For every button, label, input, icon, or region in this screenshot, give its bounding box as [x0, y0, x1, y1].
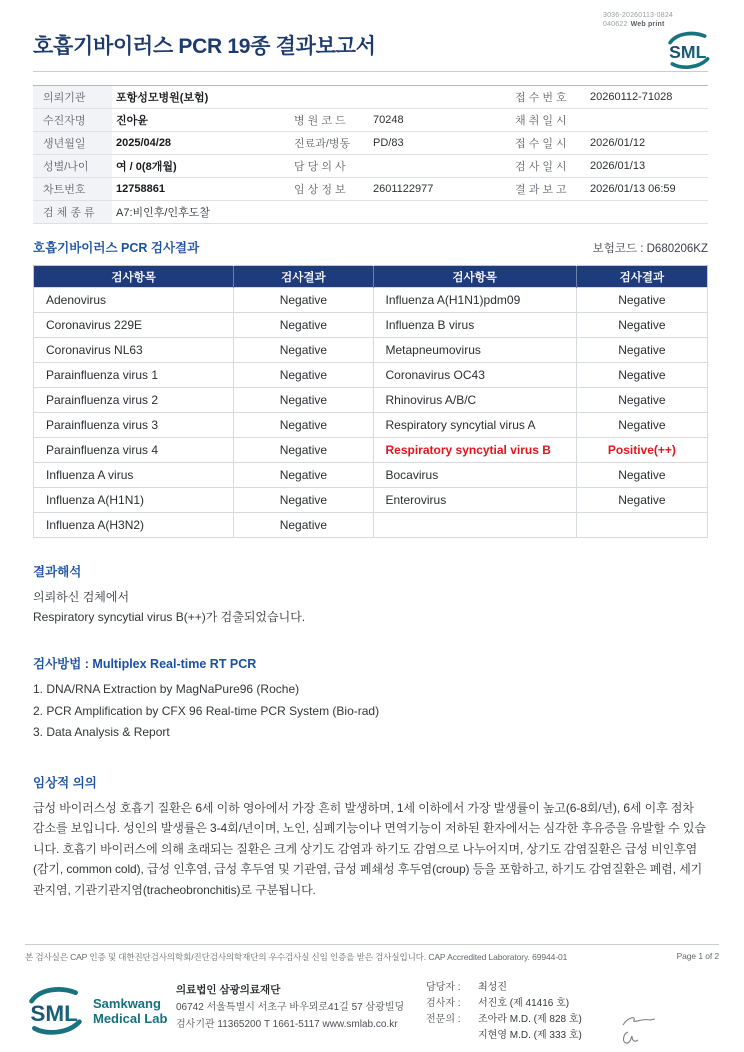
staff-specialist-row-2	[426, 1028, 658, 1044]
sml-logo	[665, 29, 712, 76]
result-row	[34, 488, 708, 513]
staff-specialist-row-1	[426, 1012, 658, 1028]
test-item: Influenza B virus	[373, 313, 576, 338]
test-result: Negative	[576, 363, 707, 388]
specimen-value: A7:비인후/인후도찰	[112, 201, 708, 224]
clinical-heading: 임상적 의의	[33, 775, 97, 790]
test-result: Negative	[234, 363, 373, 388]
col-header-result-1: 검사결과	[234, 266, 373, 288]
test-item: Coronavirus OC43	[373, 363, 576, 388]
result-row-positive	[34, 438, 708, 463]
dept-value: PD/83	[371, 132, 514, 155]
result-row	[34, 288, 708, 313]
specialist-signature-2-icon	[620, 1030, 644, 1046]
doctor-label: 담 당 의 사	[293, 155, 371, 178]
page-title: 호흡기바이러스 PCR 19종 결과보고서	[33, 35, 376, 58]
result-row	[34, 388, 708, 413]
patient-name-value: 진아윤	[112, 109, 293, 132]
test-result: Negative	[234, 438, 373, 463]
doctor-value	[371, 155, 514, 178]
footer-logo-name: Samkwang Medical Lab	[93, 995, 168, 1026]
report-dt-label: 결 과 보 고	[514, 178, 588, 201]
method-step-1: 1. DNA/RNA Extraction by MagNaPure96 (Roche)	[33, 682, 300, 696]
result-row	[34, 338, 708, 363]
test-result: Negative	[234, 513, 373, 538]
org-name: 의료법인 삼광의료재단	[176, 984, 281, 996]
interpretation-section	[33, 562, 708, 627]
method-step-2: 2. PCR Amplification by CFX 96 Real-time PCR System (Bio-rad)	[33, 703, 380, 718]
test-dt-value: 2026/01/13	[588, 155, 708, 178]
receipt-dt-label: 접 수 일 시	[514, 132, 588, 155]
title-divider	[33, 71, 708, 72]
result-row	[34, 313, 708, 338]
test-dt-label: 검 사 일 시	[514, 155, 588, 178]
test-result: Negative	[234, 313, 373, 338]
patient-row-3	[33, 132, 708, 155]
test-item: Influenza A(H1N1)pdm09	[373, 288, 576, 313]
result-row	[34, 413, 708, 438]
insurance-code: 보험코드 : D680206KZ	[592, 243, 708, 255]
footer-staff-info	[426, 980, 658, 1044]
print-info	[603, 11, 673, 29]
chart-no-label: 차트번호	[33, 178, 112, 201]
patient-row-5	[33, 178, 708, 201]
sml-logo-icon	[665, 29, 712, 71]
receipt-no-label: 접 수 번 호	[514, 86, 588, 109]
result-row	[34, 363, 708, 388]
org-contact: 검사기관 11365200 T 1661-5117 www.smlab.co.kr	[176, 1019, 398, 1030]
test-item: Respiratory syncytial virus A	[373, 413, 576, 438]
collect-dt-label: 채 취 일 시	[514, 109, 588, 132]
manager-name: 최성진	[478, 982, 507, 993]
test-item: Adenovirus	[34, 288, 234, 313]
results-section-title: 호흡기바이러스 PCR 검사결과	[33, 241, 200, 255]
receipt-dt-value: 2026/01/12	[588, 132, 708, 155]
tester-name: 서진호 (제 41416 호)	[478, 998, 570, 1009]
test-item: Influenza A(H1N1)	[34, 488, 234, 513]
method-heading: 검사방법 : Multiplex Real-time RT PCR	[33, 657, 257, 671]
specialist-signature-1-icon	[620, 1014, 658, 1029]
test-result: Negative	[576, 413, 707, 438]
test-item: Influenza A virus	[34, 463, 234, 488]
test-result: Negative	[576, 288, 707, 313]
org-address: 06742 서울특별시 서초구 바우뫼로41길 57 삼광빌딩	[176, 1002, 405, 1013]
clinical-info-value: 2601122977	[371, 178, 514, 201]
test-item: Parainfluenza virus 3	[34, 413, 234, 438]
page-indicator: Page 1 of 2	[676, 951, 719, 961]
print-code-1: 3036-20260113-0824	[603, 12, 674, 19]
test-result: Negative	[234, 338, 373, 363]
sex-age-value: 여 / 0(8개월)	[112, 155, 293, 178]
footer-org-info	[176, 982, 404, 1033]
test-item	[373, 513, 576, 538]
staff-manager-row	[426, 980, 658, 996]
test-result	[576, 513, 707, 538]
test-result: Negative	[234, 413, 373, 438]
test-result: Negative	[576, 388, 707, 413]
requesting-org-label: 의뢰기관	[33, 86, 112, 109]
test-item: Bocavirus	[373, 463, 576, 488]
test-result: Negative	[234, 488, 373, 513]
test-item: Parainfluenza virus 1	[34, 363, 234, 388]
birth-label: 생년월일	[33, 132, 112, 155]
test-result: Negative	[576, 313, 707, 338]
method-section	[33, 654, 708, 744]
clinical-section	[33, 773, 708, 901]
specialist-label: 전문의 :	[426, 1014, 461, 1025]
patient-row-6	[33, 201, 708, 224]
patient-row-4	[33, 155, 708, 178]
test-result: Negative	[576, 463, 707, 488]
certification-text: 본 검사실은 CAP 인증 및 대한진단검사의학회/진단검사의학재단의 우수검사실 신임 인증을 받은 검사실입니다. CAP Accredited Laboratory. 69944-01	[25, 952, 568, 962]
test-item: Coronavirus NL63	[34, 338, 234, 363]
results-header-row	[34, 266, 708, 288]
print-code-2: 040622 Web print	[603, 21, 665, 28]
test-item: Enterovirus	[373, 488, 576, 513]
test-result: Negative	[234, 463, 373, 488]
test-item: Metapneumovirus	[373, 338, 576, 363]
col-header-item-2: 검사항목	[373, 266, 576, 288]
patient-row-2	[33, 109, 708, 132]
test-item: Parainfluenza virus 4	[34, 438, 234, 463]
test-item: Influenza A(H3N2)	[34, 513, 234, 538]
clinical-info-label: 임 상 정 보	[293, 178, 371, 201]
patient-name-label: 수진자명	[33, 109, 112, 132]
results-table	[33, 265, 708, 538]
specimen-label: 검 체 종 류	[33, 201, 112, 224]
test-result-positive: Positive(++)	[576, 438, 707, 463]
specialist-name-2: 지현영 M.D. (제 333 호)	[478, 1030, 582, 1041]
test-result: Negative	[234, 288, 373, 313]
result-row	[34, 513, 708, 538]
requesting-org-value: 포항성모병원(보험)	[112, 86, 514, 109]
report-dt-value: 2026/01/13 06:59	[588, 178, 708, 201]
receipt-no-value: 20260112-71028	[588, 86, 708, 109]
interpretation-line-2: Respiratory syncytial virus B(++)가 검출되었습니다.	[33, 610, 306, 624]
test-result: Negative	[576, 488, 707, 513]
manager-label: 담당자 :	[426, 982, 461, 993]
patient-row-1	[33, 86, 708, 109]
web-print-label: Web print	[630, 21, 665, 28]
method-step-3: 3. Data Analysis & Report	[33, 725, 170, 739]
hospital-code-label: 병 원 코 드	[293, 109, 371, 132]
test-item: Rhinovirus A/B/C	[373, 388, 576, 413]
footer	[0, 944, 744, 1052]
test-item: Parainfluenza virus 2	[34, 388, 234, 413]
col-header-item-1: 검사항목	[34, 266, 234, 288]
svg-text:SML: SML	[30, 1000, 78, 1026]
footer-logo	[25, 984, 167, 1037]
test-item-positive: Respiratory syncytial virus B	[373, 438, 576, 463]
svg-text:SML: SML	[669, 42, 707, 63]
results-section-bar	[33, 238, 708, 256]
interpretation-heading: 결과해석	[33, 565, 82, 579]
hospital-code-value: 70248	[371, 109, 514, 132]
dept-label: 진료과/병동	[293, 132, 371, 155]
birth-value: 2025/04/28	[112, 132, 293, 155]
test-result: Negative	[576, 338, 707, 363]
collect-dt-value	[588, 109, 708, 132]
patient-info-table	[33, 85, 708, 224]
test-item: Coronavirus 229E	[34, 313, 234, 338]
sex-age-label: 성별/나이	[33, 155, 112, 178]
sml-logo-icon	[25, 984, 85, 1037]
specialist-name-1: 조아라 M.D. (제 828 호)	[478, 1014, 582, 1025]
col-header-result-2: 검사결과	[576, 266, 707, 288]
staff-tester-row	[426, 996, 658, 1012]
interpretation-line-1: 의뢰하신 검체에서	[33, 590, 130, 604]
tester-label: 검사자 :	[426, 998, 461, 1009]
chart-no-value: 12758861	[112, 178, 293, 201]
clinical-body: 급성 바이러스성 호흡기 질환은 6세 이하 영아에서 가장 흔히 발생하며, 1세 이하에서 가장 발생률이 높고(6-8회/년), 6세 이후 점차 감소를 보입니다. 성인의 발생률은 3-4회/년이며, 노인, 심폐기능이나 면역기능이 저하된 환자에서는 심각한 후유증을 유발할 수 있습니다. 호흡기 바이러스에 의해 초래되는 질환은 크게 상기도 감염과 하기도 감염으로 나누어지며, 상기도 감염질환은 급성 비인후염(감기, common cold), 급성 인후염, 급성 후두염 및 기관염, 급성 폐쇄성 후두염(croup) 등을 포함하고, 하기도 감염질환은 폐렴, 세기관지염, 기관기관지염(tracheobronchitis)로 구분됩니다.	[33, 800, 706, 897]
test-result: Negative	[234, 388, 373, 413]
result-row	[34, 463, 708, 488]
